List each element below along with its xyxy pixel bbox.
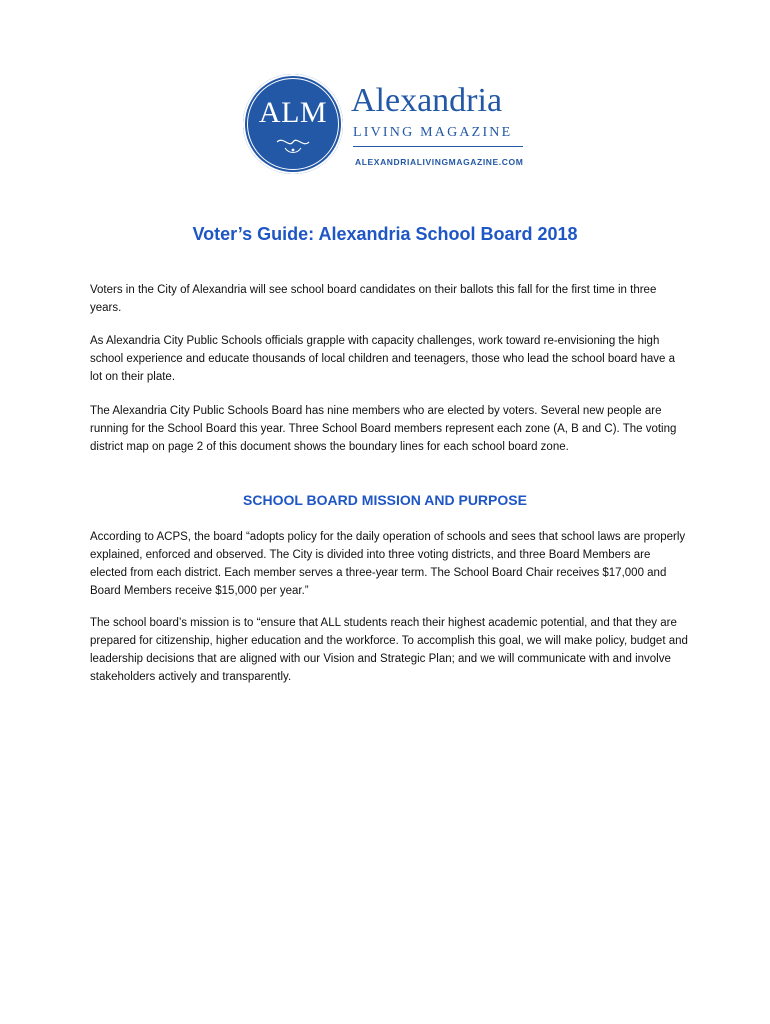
logo-emblem xyxy=(243,74,343,174)
logo-url: ALEXANDRIALIVINGMAGAZINE.COM xyxy=(355,157,524,167)
section-paragraph-1: According to ACPS, the board “adopts policy for the daily operation of schools and sees that school laws are properly explained, enforced and observed. The City is divided into three voting districts, and three Board Members are elected from each district. Each member serves a three-year term. The School Board Chair receives $17,000 and Board Members receive $15,000 per year.” xyxy=(90,531,686,597)
magazine-logo xyxy=(243,74,543,184)
intro-paragraph-3: The Alexandria City Public Schools Board has nine members who are elected by voters. Several new people are running for the School Board this year. Three School Board members represent each zone (A, B and C). The voting district map on page 2 of this document shows the boundary lines for each school board zone. xyxy=(90,405,677,453)
logo-subtitle: LIVING MAGAZINE xyxy=(353,125,513,140)
flourish-icon xyxy=(273,134,313,156)
logo-divider xyxy=(353,146,523,147)
intro-paragraph-1: Voters in the City of Alexandria will see school board candidates on their ballots this fall for the first time in three years. xyxy=(90,284,657,314)
section-heading: SCHOOL BOARD MISSION AND PURPOSE xyxy=(243,492,527,508)
section-paragraph-2: The school board’s mission is to “ensure that ALL students reach their highest academic potential, and that they are prepared for citizenship, higher education and the workforce. To accomplish this goal, we will make policy, budget and leadership decisions that are aligned with our Vision and Strategic Plan; and we will communicate with and involve stakeholders actively and transparently. xyxy=(90,617,688,683)
logo-title: Alexandria xyxy=(351,82,503,119)
intro-paragraph-2: As Alexandria City Public Schools officials grapple with capacity challenges, work toward re-envisioning the high school experience and educate thousands of local children and teenagers, those who lead the school board have a lot on their plate. xyxy=(90,335,675,383)
document-title: Voter’s Guide: Alexandria School Board 2018 xyxy=(192,224,578,244)
logo-initials: ALM xyxy=(258,96,328,129)
